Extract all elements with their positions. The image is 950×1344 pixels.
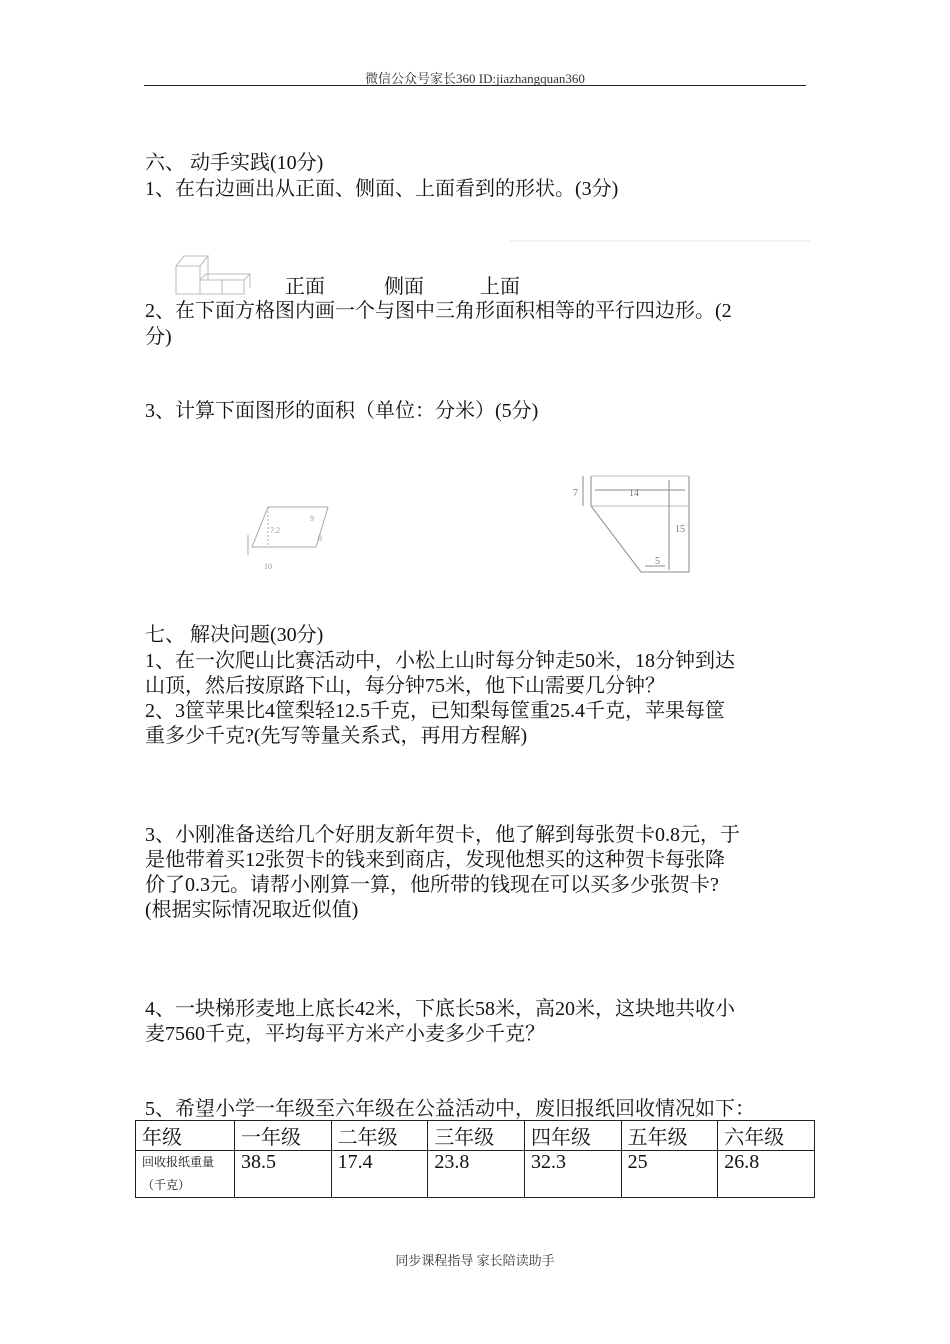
parallelogram-side-label: 9: [310, 514, 314, 523]
page-header: 微信公众号家长360 ID:jiazhangquan360: [365, 71, 585, 86]
table-header-cell: 二年级: [331, 1121, 428, 1151]
section6-title: 六、 动手实践(10分): [145, 152, 324, 174]
section7-q3-line3: 价了0.3元。请帮小刚算一算，他所带的钱现在可以买多少张贺卡?: [145, 874, 719, 896]
view-grid-faint: [510, 233, 810, 249]
parallelogram-right-label: 8: [318, 534, 322, 543]
section7-q3-line2: 是他带着买12张贺卡的钱来到商店，发现他想买的这种贺卡每张降: [145, 849, 725, 871]
trapezoid-right-label: 15: [675, 524, 685, 535]
trapezoid-left-label: 7: [573, 488, 578, 499]
section7-title: 七、 解决问题(30分): [145, 624, 324, 646]
section7-q2-line1: 2、3筐苹果比4筐梨轻12.5千克，已知梨每筐重25.4千克，苹果每筐: [145, 700, 725, 722]
table-cell: 17.4: [331, 1151, 428, 1198]
trapezoid-figure: [565, 470, 705, 585]
table-header-cell: 五年级: [621, 1121, 718, 1151]
view-label-top: 上面: [480, 276, 520, 298]
table-row: [136, 1151, 815, 1198]
header-divider: [144, 85, 806, 86]
parallelogram-base-label: 10: [264, 562, 272, 571]
section6-q2-line2: 分): [145, 326, 172, 348]
trapezoid-top-label: 14: [629, 488, 639, 499]
trapezoid-bottom-label: 5: [655, 556, 660, 567]
section6-q2-line1: 2、在下面方格图内画一个与图中三角形面积相等的平行四边形。(2: [145, 300, 732, 322]
table-header-cell: 六年级: [718, 1121, 815, 1151]
section7-q1-line2: 山顶，然后按原路下山，每分钟75米，他下山需要几分钟？: [145, 675, 665, 697]
view-label-front: 正面: [285, 276, 325, 298]
table-cell: 25: [621, 1151, 718, 1198]
section7-q3-line1: 3、小刚准备送给几个好朋友新年贺卡，他了解到每张贺卡0.8元，于: [145, 824, 740, 846]
newspaper-recycling-table: [135, 1120, 815, 1198]
cube-figure: [172, 250, 252, 300]
section7-q4-line2: 麦7560千克，平均每平方米产小麦多少千克？: [145, 1023, 545, 1045]
table-cell: 23.8: [428, 1151, 525, 1198]
table-header-cell: 一年级: [235, 1121, 332, 1151]
table-cell: 38.5: [235, 1151, 332, 1198]
table-header-cell: 三年级: [428, 1121, 525, 1151]
parallelogram-figure: [240, 495, 340, 575]
table-header-cell: 年级: [136, 1121, 235, 1151]
parallelogram-height-label: 7.2: [270, 526, 280, 535]
section6-q3: 3、计算下面图形的面积（单位：分米）(5分): [145, 400, 539, 422]
section7-q1-line1: 1、在一次爬山比赛活动中，小松上山时每分钟走50米，18分钟到达: [145, 650, 735, 672]
section7-q5: 5、希望小学一年级至六年级在公益活动中，废旧报纸回收情况如下：: [145, 1098, 755, 1120]
table-header-row: [136, 1121, 815, 1151]
table-header-cell: 四年级: [524, 1121, 621, 1151]
section6-q1: 1、在右边画出从正面、侧面、上面看到的形状。(3分): [145, 178, 619, 200]
page-footer: 同步课程指导 家长陪读助手: [395, 1253, 555, 1268]
table-cell: 32.3: [524, 1151, 621, 1198]
section7-q3-line4: (根据实际情况取近似值): [145, 899, 359, 921]
section7-q2-line2: 重多少千克?(先写等量关系式，再用方程解): [145, 725, 528, 747]
section7-q4-line1: 4、一块梯形麦地上底长42米，下底长58米，高20米，这块地共收小: [145, 998, 735, 1020]
view-label-side: 侧面: [384, 276, 424, 298]
table-cell: 26.8: [718, 1151, 815, 1198]
table-row-label: 回收报纸重量（千克）: [136, 1151, 235, 1198]
